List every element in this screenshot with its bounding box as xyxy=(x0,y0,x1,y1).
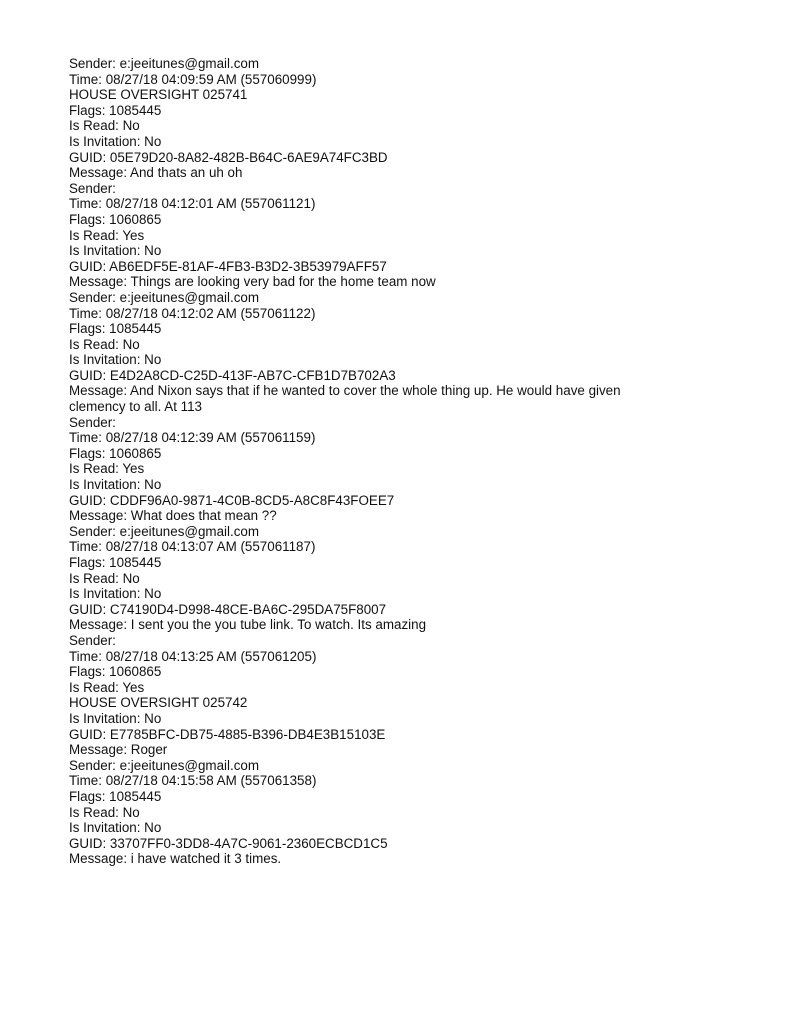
is-read-line: Is Read: No xyxy=(69,118,140,134)
guid-line: GUID: E4D2A8CD-C25D-413F-AB7C-CFB1D7B702A3 xyxy=(69,367,396,383)
message-line: Message: i have watched it 3 times. xyxy=(69,851,282,867)
message-line: Message: I sent you the you tube link. To watch. Its amazing xyxy=(69,617,427,633)
time-line: Time: 08/27/18 04:15:58 AM (557061358) xyxy=(69,773,317,789)
message-line: Message: And thats an uh oh xyxy=(69,165,243,181)
flags-line: Flags: 1060865 xyxy=(69,445,162,461)
is-invitation-line: Is Invitation: No xyxy=(69,352,162,368)
sender-line: Sender: e:jeeitunes@gmail.com xyxy=(69,523,259,539)
sender-line: Sender: e:jeeitunes@gmail.com xyxy=(69,289,259,305)
is-read-line: Is Read: No xyxy=(69,336,140,352)
message-line: Message: Roger xyxy=(69,742,168,758)
message-line: Message: What does that mean ?? xyxy=(69,508,277,524)
time-line: Time: 08/27/18 04:09:59 AM (557060999) xyxy=(69,71,317,87)
bates-stamp: HOUSE OVERSIGHT 025741 xyxy=(69,87,248,103)
time-line: Time: 08/27/18 04:12:39 AM (557061159) xyxy=(69,430,316,446)
time-line: Time: 08/27/18 04:13:25 AM (557061205) xyxy=(69,648,317,664)
sender-line: Sender: e:jeeitunes@gmail.com xyxy=(69,56,259,71)
bates-stamp: HOUSE OVERSIGHT 025742 xyxy=(69,695,248,711)
guid-line: GUID: 33707FF0-3DD8-4A7C-9061-2360ECBCD1C5 xyxy=(69,835,388,851)
time-line: Time: 08/27/18 04:13:07 AM (557061187) xyxy=(69,539,316,555)
is-invitation-line: Is Invitation: No xyxy=(69,710,162,726)
flags-line: Flags: 1085445 xyxy=(69,555,162,570)
flags-line: Flags: 1060865 xyxy=(69,664,162,680)
sender-line: Sender: xyxy=(69,632,116,648)
flags-line: Flags: 1085445 xyxy=(69,788,162,804)
is-invitation-line: Is Invitation: No xyxy=(69,820,162,836)
is-invitation-line: Is Invitation: No xyxy=(69,133,162,149)
is-invitation-line: Is Invitation: No xyxy=(69,586,162,602)
flags-line: Flags: 1085445 xyxy=(69,321,162,337)
flags-line: Flags: 1085445 xyxy=(69,102,162,118)
guid-line: GUID: 05E79D20-8A82-482B-B64C-6AE9A74FC3BD xyxy=(69,149,388,165)
time-line: Time: 08/27/18 04:12:01 AM (557061121) xyxy=(69,196,316,212)
is-read-line: Is Read: No xyxy=(69,570,140,586)
guid-line: GUID: AB6EDF5E-81AF-4FB3-B3D2-3B53979AFF57 xyxy=(69,258,387,274)
guid-line: GUID: CDDF96A0-9871-4C0B-8CD5-A8C8F43FOEE7 xyxy=(69,492,395,508)
message-line: Message: Things are looking very bad for the home team now xyxy=(69,274,436,290)
sender-line: Sender: e:jeeitunes@gmail.com xyxy=(69,757,259,773)
is-read-line: Is Read: Yes xyxy=(69,679,145,695)
guid-line: GUID: C74190D4-D998-48CE-BA6C-295DA75F8007 xyxy=(69,601,387,617)
time-line: Time: 08/27/18 04:12:02 AM (557061122) xyxy=(69,305,316,321)
sender-line: Sender: xyxy=(69,180,116,196)
message-line: Message: And Nixon says that if he wanted to cover the whole thing up. He would have given clemency to all. At 113 xyxy=(69,383,625,415)
is-read-line: Is Read: Yes xyxy=(69,227,145,243)
sender-line: Sender: xyxy=(69,414,116,430)
guid-line: GUID: E7785BFC-DB75-4885-B396-DB4E3B15103E xyxy=(69,726,386,742)
is-read-line: Is Read: Yes xyxy=(69,461,145,477)
is-read-line: Is Read: No xyxy=(69,804,140,820)
flags-line: Flags: 1060865 xyxy=(69,211,162,227)
is-invitation-line: Is Invitation: No xyxy=(69,243,162,259)
document-body xyxy=(69,56,669,867)
is-invitation-line: Is Invitation: No xyxy=(69,477,162,493)
